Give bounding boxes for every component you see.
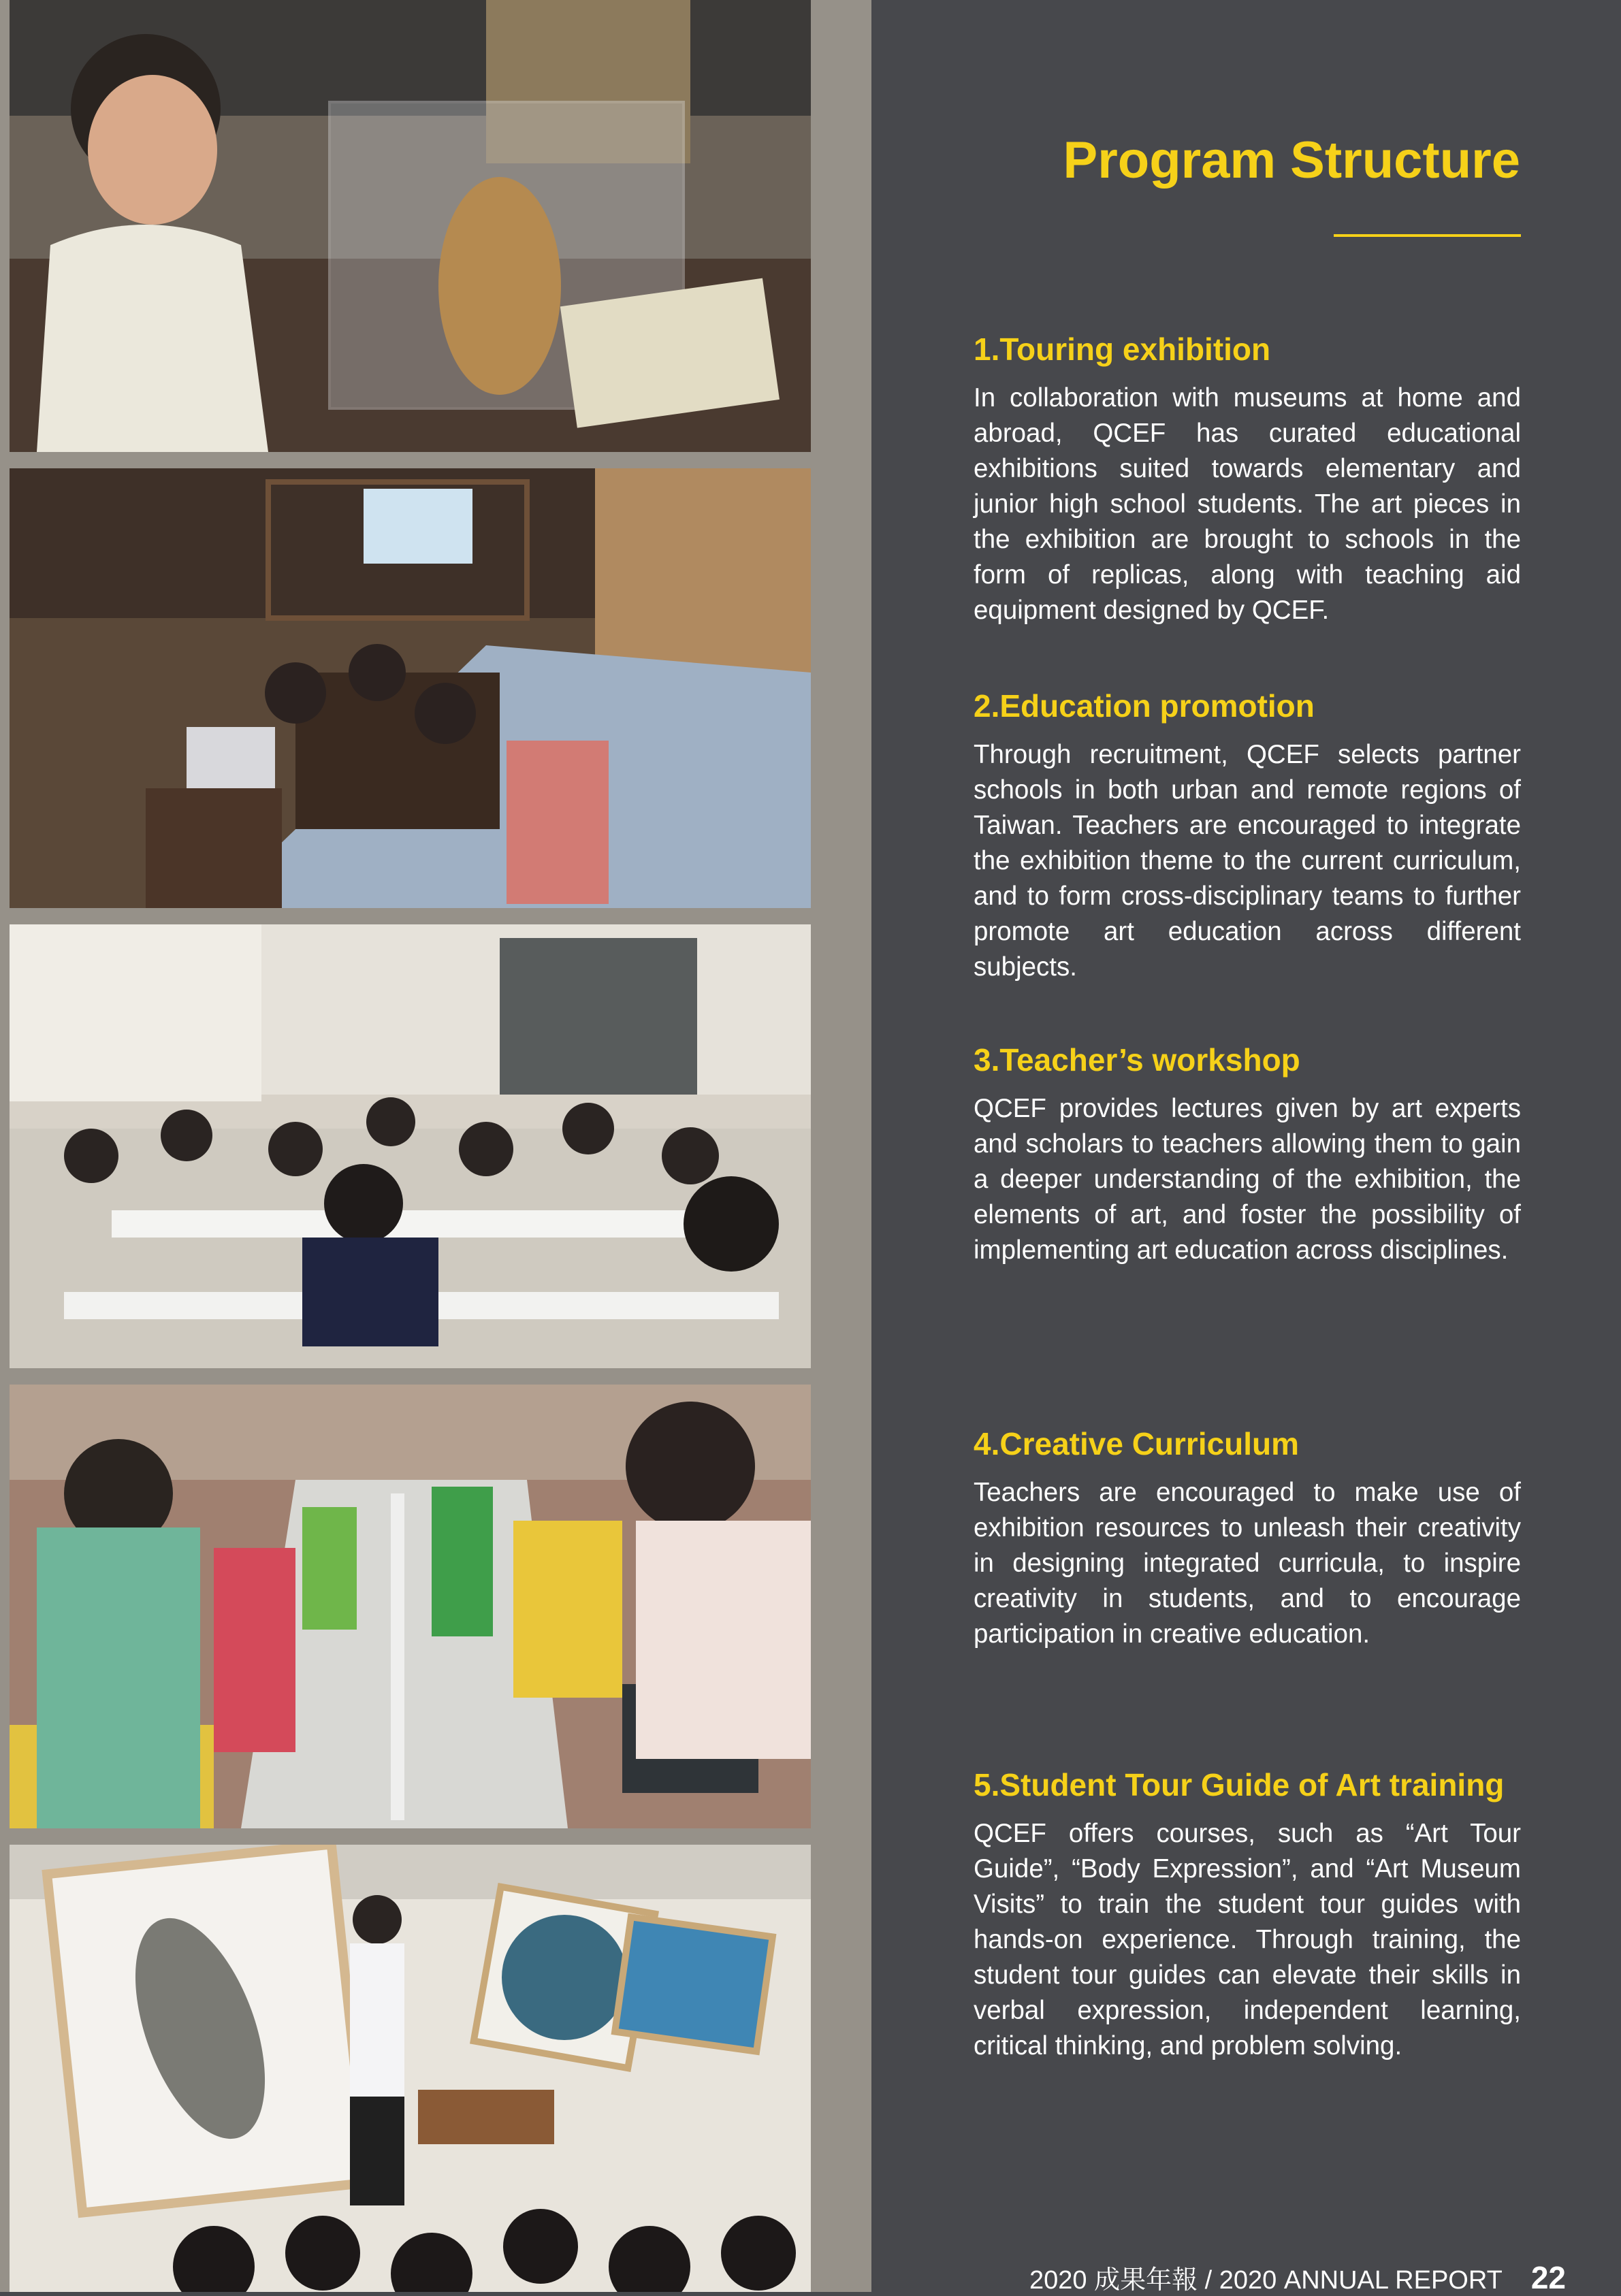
section-touring-exhibition	[974, 332, 1521, 628]
teacher-video-meeting-photo	[10, 468, 811, 908]
student-tour-guide-photo	[10, 1845, 811, 2292]
title-underline	[1334, 234, 1521, 237]
student-city-model-image	[10, 1385, 811, 1828]
section-body: In collaboration with museums at home and abroad, QCEF has curated educational exhibitions suited towards elementary and junior high school students. The art pieces in the exhibition are brought to schools in the form of replicas, along with teaching aid equipment designed by QCEF.	[974, 383, 1521, 625]
student-with-exhibit-image	[10, 0, 811, 452]
section-body: QCEF offers courses, such as “Art Tour Guide”, “Body Expression”, and “Art Museum Visits” to train the student tour guides with hands-on experience. Through training, the student tour guides can elevate their skills in verbal expression, independent learning, critical thinking, and problem solving.	[974, 1818, 1521, 2060]
section-heading: 3.Teacher’s workshop	[974, 1042, 1300, 1078]
section-body: Through recruitment, QCEF selects partner schools in both urban and remote regions of Taiwan. Teachers are encouraged to integrate the exhibition theme to the current curriculum, and to form cross-disciplinary teams to further promote art education across different subjects.	[974, 739, 1521, 982]
report-title: 2020 成果年報 / 2020 ANNUAL REPORT	[1029, 2266, 1503, 2295]
section-heading: 4.Creative Curriculum	[974, 1426, 1300, 1461]
student-city-model-photo	[10, 1385, 811, 1828]
section-education-promotion	[974, 689, 1521, 985]
teacher-workshop-classroom-image	[10, 924, 811, 1368]
section-body: QCEF provides lectures given by art experts and scholars to teachers allowing them to gain a deeper understanding of the exhibition, the elements of art, and foster the possibility of implementing art education across disciplines.	[974, 1093, 1521, 1265]
student-tour-guide-image	[10, 1845, 811, 2292]
section-student-tour-guide	[974, 1768, 1521, 2064]
teacher-workshop-classroom-photo	[10, 924, 811, 1368]
teacher-video-meeting-image	[10, 468, 811, 908]
section-body: Teachers are encouraged to make use of exhibition resources to unleash their creativity in designing integrated curricula, to inspire creativity in students, and to encourage participation in creative education.	[974, 1477, 1521, 1649]
section-heading: 5.Student Tour Guide of Art training	[974, 1767, 1505, 1802]
section-heading: 2.Education promotion	[974, 688, 1315, 724]
section-teachers-workshop	[974, 1043, 1521, 1268]
page-title: Program Structure	[1063, 131, 1520, 189]
section-creative-curriculum	[974, 1427, 1521, 1652]
page-number: 22	[1530, 2259, 1566, 2295]
student-with-exhibit-photo	[10, 0, 811, 452]
section-heading: 1.Touring exhibition	[974, 332, 1271, 367]
page-footer	[953, 2259, 1566, 2296]
